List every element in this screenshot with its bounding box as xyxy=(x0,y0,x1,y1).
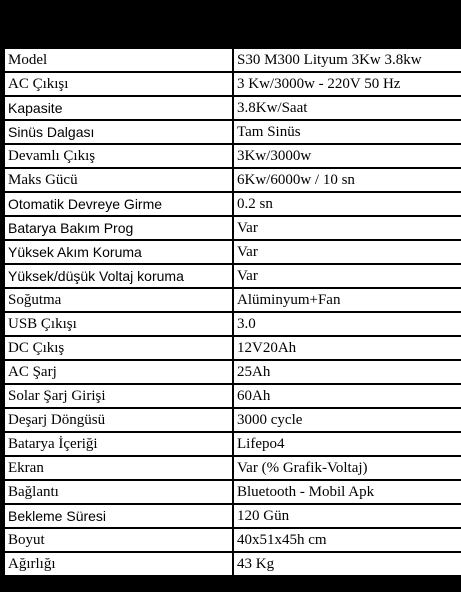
spec-value: Var xyxy=(233,240,461,264)
spec-label: AC Çıkışı xyxy=(4,72,233,96)
spec-value: 25Ah xyxy=(233,360,461,384)
spec-label: Devamlı Çıkış xyxy=(4,144,233,168)
spec-value: Bluetooth - Mobil Apk xyxy=(233,480,461,504)
table-row xyxy=(4,312,461,336)
spec-label: Ağırlığı xyxy=(4,552,233,576)
table-row xyxy=(4,384,461,408)
spec-value: 12V20Ah xyxy=(233,336,461,360)
spec-label: Soğutma xyxy=(4,288,233,312)
spec-label: Bekleme Süresi xyxy=(4,504,233,528)
table-row xyxy=(4,336,461,360)
spec-value: Lifepo4 xyxy=(233,432,461,456)
spec-value: S30 M300 Lityum 3Kw 3.8kw xyxy=(233,48,461,72)
spec-value: 120 Gün xyxy=(233,504,461,528)
table-row xyxy=(4,288,461,312)
spec-value: 3.0 xyxy=(233,312,461,336)
spec-value: Var xyxy=(233,216,461,240)
table-row xyxy=(4,264,461,288)
table-row xyxy=(4,552,461,576)
table-row xyxy=(4,120,461,144)
spec-value: 60Ah xyxy=(233,384,461,408)
spec-label: Ekran xyxy=(4,456,233,480)
table-row xyxy=(4,480,461,504)
table-row xyxy=(4,456,461,480)
spec-label: Maks Gücü xyxy=(4,168,233,192)
spec-value: Var (% Grafik-Voltaj) xyxy=(233,456,461,480)
spec-label: Batarya Bakım Prog xyxy=(4,216,233,240)
spec-label: USB Çıkışı xyxy=(4,312,233,336)
spec-label: Bağlantı xyxy=(4,480,233,504)
spec-label: Sinüs Dalgası xyxy=(4,120,233,144)
spec-label: Kapasite xyxy=(4,96,233,120)
spec-value: Tam Sinüs xyxy=(233,120,461,144)
spec-value: 40x51x45h cm xyxy=(233,528,461,552)
spec-label: Yüksek Akım Koruma xyxy=(4,240,233,264)
table-row xyxy=(4,48,461,72)
table-row xyxy=(4,72,461,96)
spec-value: 3Kw/3000w xyxy=(233,144,461,168)
spec-value: Var xyxy=(233,264,461,288)
spec-label: Batarya İçeriği xyxy=(4,432,233,456)
table-row xyxy=(4,144,461,168)
spec-label: DC Çıkış xyxy=(4,336,233,360)
spec-value: 3.8Kw/Saat xyxy=(233,96,461,120)
spec-label: Yüksek/düşük Voltaj koruma xyxy=(4,264,233,288)
table-row xyxy=(4,192,461,216)
spec-table xyxy=(3,47,461,577)
spec-label: Solar Şarj Girişi xyxy=(4,384,233,408)
spec-value: 43 Kg xyxy=(233,552,461,576)
table-row xyxy=(4,168,461,192)
table-row xyxy=(4,504,461,528)
table-row xyxy=(4,432,461,456)
spec-label: Boyut xyxy=(4,528,233,552)
table-row xyxy=(4,216,461,240)
table-row xyxy=(4,360,461,384)
spec-value: 3000 cycle xyxy=(233,408,461,432)
spec-label: Otomatik Devreye Girme xyxy=(4,192,233,216)
table-row xyxy=(4,408,461,432)
spec-label: AC Şarj xyxy=(4,360,233,384)
table-row xyxy=(4,528,461,552)
spec-value: 3 Kw/3000w - 220V 50 Hz xyxy=(233,72,461,96)
spec-value: 0.2 sn xyxy=(233,192,461,216)
table-row xyxy=(4,96,461,120)
spec-label: Deşarj Döngüsü xyxy=(4,408,233,432)
spec-value: Alüminyum+Fan xyxy=(233,288,461,312)
table-row xyxy=(4,240,461,264)
spec-value: 6Kw/6000w / 10 sn xyxy=(233,168,461,192)
spec-label: Model xyxy=(4,48,233,72)
